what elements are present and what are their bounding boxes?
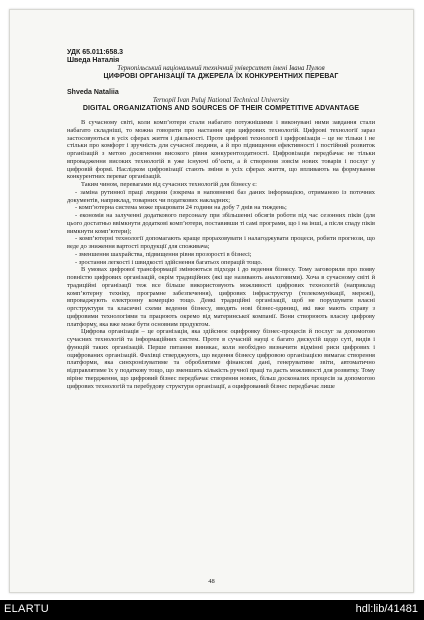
body-paragraph: В сучасному світі, коли комп’ютери стали набагато потужнішими і виконувані ними завдання стали набагато складніші, то можна говорити про настання ери цифрових технологій. Цифрові технології зараз застосовуються в усіх сферах життя і діяльності. Проте цифрові технології і цифровізація – це не тільки і не стільки про комфорт і зручність для сучасної людини, а й про підвищення ефективності і постійний розвиток організацій з метою досягнення високого рівня конкурентоздатності. Цифровізація передбачає не тільки впровадження високих технологій в уже існуючі об’єкти, а й створення зовсім нових товарів і послуг у цифровій формі. Наслідком цифровізації стають зміни в усіх сферах життя, що впливають на формування конкурентних переваг організацій. — [67, 119, 375, 181]
body-paragraph: Цифрова організація – це організація, яка здійснює оцифровку бізнес-процесів й послуг за допомогою сучасних технологій та інформаційних систем. Проте в сучасній науці є багато дискусій щодо суті, видів і функцій таких організацій. Перше питання виникає, коли необхідно визначити відмінні риси цифрових і оцифрованих організацій. Фахівці стверджують, що ведення бізнесу цифровою організацією вимагає створення платформи, яка синхронізуватиме та оброблятиме фінансові дані, генеруватиме звіти, автоматично відправлятиме їх у податкову тощо, що зменшить кількість ручної праці та дасть можливості для розвитку. Тому віріне твердження, що цифровий бізнес передбачає створення нових, більш досконалих процесів за допомогою цифрових технологій та перебудову структури організації, а оцифрований бізнес передбачає лише — [67, 328, 375, 390]
body-paragraph: В умовах цифрової трансформації змінюються підходи і до ведення бізнесу. Тому заговорили про появу повністю цифрових організацій, окрім традиційних (які ще називають аналоговими). Хоча в сучасному світі й традиційні організації теж все більше використовують можливості цифрових технологій (наприклад комп’ютерну техніку, програмне забезпечення), цифрових інфраструктур (телекомунікації, мережі), впроваджують електронну комерцію тощо. Деякі традиційні організації, щоб не порушувати власні оргструктури та класичні схеми ведення бізнесу, вводять нові бізнес-одиниці, які вже мають справу з цифровими технологіями та працюють окремо від материнської компанії. Вони створюють власну цифрову платформу, яка вже може бути основним продуктом. — [67, 266, 375, 328]
udc-code: УДК 65.011:658.3 — [67, 49, 124, 56]
list-item: - економія на залученні додаткового персоналу при збільшенні обсягів роботи під час сезонних піків (для цього достатньо ввімкнути додаткові комп’ютери, поставивши ті самі програми, що і на інші, а після спаду піків вимкнути комп’ютери); — [67, 212, 375, 235]
footer-handle-link[interactable]: hdl:lib/41481 — [355, 603, 418, 615]
body-paragraph: Таким чином, перевагами від сучасних технологій для бізнесу є: — [81, 181, 257, 188]
title-en: DIGITAL ORGANIZATIONS AND SOURCES OF THEIR COMPETITIVE ADVANTAGE — [82, 105, 360, 112]
repository-footer — [0, 600, 424, 620]
list-item: - комп’ютерна система може працювати 24 години на добу 7 днів на тиждень; — [75, 204, 287, 212]
page-content — [67, 49, 375, 390]
author-en: Shveda Nataliia — [67, 89, 119, 96]
page-number: 48 — [208, 578, 215, 585]
list-item: - зменшення шахрайства, підвищення рівня прозорості в бізнесі; — [75, 250, 252, 258]
affiliation-uk: Тернопільський національний технічний університет імені Івана Пулюя — [117, 65, 325, 72]
affiliation-en: Ternopil Ivan Puluj National Technical University — [152, 97, 290, 104]
list-item: - зростання легкості і швидкості здійснення багатьох операцій тощо. — [75, 258, 263, 266]
title-uk: ЦИФРОВІ ОРГАНІЗАЦІЇ ТА ДЖЕРЕЛА ЇХ КОНКУРЕНТНИХ ПЕРЕВАГ — [103, 73, 339, 80]
document-page — [9, 9, 414, 593]
author-uk: Шведа Наталія — [67, 57, 120, 64]
list-item: - комп’ютерні технології допомагають краще прораховувати і налагоджувати процеси, робити прогнози, що веде до зниження вартості продукції для споживача; — [67, 235, 375, 250]
list-item: - заміна рутинної праці людини (зокрема в наповненні баз даних інформацією, отриманою із поточних документів, наприклад, товарних чи податкових накладних; — [67, 188, 375, 204]
footer-repository-name: ELARTU — [4, 603, 49, 615]
